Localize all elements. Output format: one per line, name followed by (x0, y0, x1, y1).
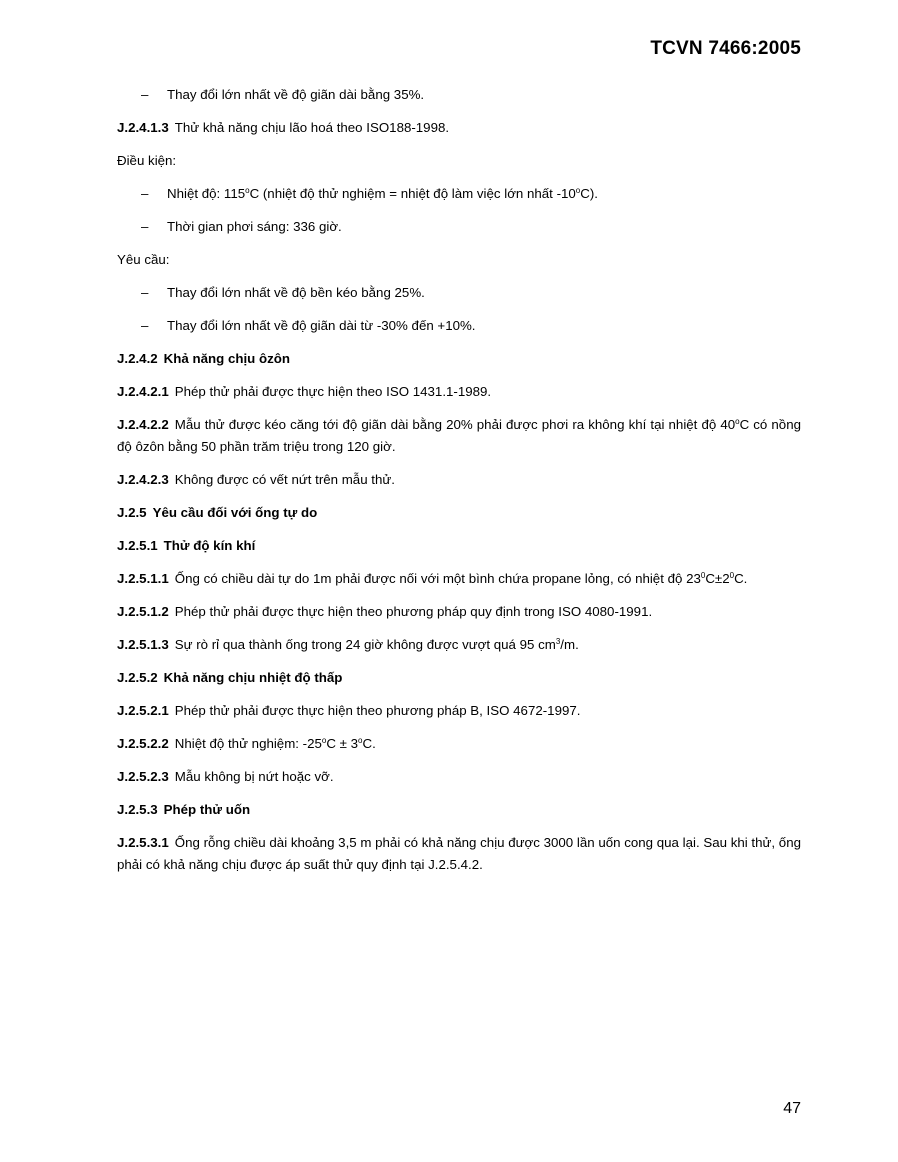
clause-paragraph (117, 601, 801, 623)
list-item (117, 216, 801, 238)
list-item-text: Thay đổi lớn nhất về độ bền kéo bằng 25%. (167, 285, 425, 300)
clause-number: J.2.5.3.1 (117, 835, 169, 850)
clause-number: J.2.5.1 (117, 538, 158, 553)
section-heading (117, 535, 801, 557)
clause-number: J.2.5.2 (117, 670, 158, 685)
clause-number: J.2.5 (117, 505, 147, 520)
clause-paragraph (117, 766, 801, 788)
subsection-label: Điều kiện: (117, 153, 177, 168)
list-item (117, 183, 801, 205)
heading-text: Phép thử uốn (163, 802, 251, 817)
heading-text: Khả năng chịu ôzôn (163, 351, 290, 366)
standard-code-header: TCVN 7466:2005 (650, 38, 801, 59)
clause-number: J.2.5.2.3 (117, 769, 169, 784)
clause-paragraph (117, 469, 801, 491)
heading-text: Yêu cầu đối với ống tự do (152, 505, 318, 520)
list-item-text: Nhiệt độ: 115$^o$C (nhiệt độ thử nghiệm = nhiệt độ làm việc lớn nhất -10$^o$C). (167, 186, 598, 201)
list-item (117, 315, 801, 337)
clause-text: Nhiệt độ thử nghiệm: $-25^oC \pm 3^oC$. (174, 736, 376, 751)
clause-text: Phép thử phải được thực hiện theo phương pháp B, ISO 4672-1997. (174, 703, 581, 718)
clause-paragraph (117, 832, 801, 876)
dash-bullet: – (141, 87, 149, 102)
clause-paragraph (117, 117, 801, 139)
clause-text: Thử khả năng chịu lão hoá theo ISO188-1998. (174, 120, 450, 135)
clause-text: Ống rỗng chiều dài khoảng 3,5 m phải có khả năng chịu được 3000 lần uốn cong qua lại. Sau khi thử, ống phải có khả năng chịu được áp suất thử quy định tại J.2.5.4.2. (117, 835, 801, 872)
clause-paragraph (117, 568, 801, 590)
list-item-text: Thay đổi lớn nhất về độ giãn dài từ -30% đến +10%. (167, 318, 476, 333)
clause-number: J.2.5.1.3 (117, 637, 169, 652)
clause-number: J.2.5.2.1 (117, 703, 169, 718)
clause-paragraph (117, 700, 801, 722)
clause-text: Mẫu thử được kéo căng tới độ giãn dài bằng 20% phải được phơi ra không khí tại nhiệt độ 40$^o$C có nồng độ ôzôn bằng 50 phần trăm triệu trong 120 giờ. (117, 417, 801, 454)
clause-number: J.2.4.1.3 (117, 120, 169, 135)
subsection-label: Yêu cầu: (117, 252, 170, 267)
clause-text: Phép thử phải được thực hiện theo phương pháp quy định trong ISO 4080-1991. (174, 604, 653, 619)
clause-number: J.2.4.2.3 (117, 472, 169, 487)
clause-number: J.2.5.3 (117, 802, 158, 817)
clause-paragraph (117, 733, 801, 755)
dash-bullet: – (141, 186, 149, 201)
document-body (117, 84, 801, 887)
clause-number: J.2.4.2.1 (117, 384, 169, 399)
clause-paragraph (117, 414, 801, 458)
page-number: 47 (783, 1100, 801, 1117)
dash-bullet: – (141, 285, 149, 300)
list-item (117, 84, 801, 106)
heading-text: Thử độ kín khí (163, 538, 256, 553)
clause-text: Mẫu không bị nứt hoặc vỡ. (174, 769, 334, 784)
list-item (117, 282, 801, 304)
clause-text: Phép thử phải được thực hiện theo ISO 1431.1-1989. (174, 384, 492, 399)
clause-text: Ống có chiều dài tự do 1m phải được nối với một bình chứa propane lỏng, có nhiệt độ $23^0C\pm 2^0C$. (174, 571, 748, 586)
dash-bullet: – (141, 318, 149, 333)
section-heading (117, 799, 801, 821)
clause-number: J.2.5.2.2 (117, 736, 169, 751)
clause-number: J.2.4.2.2 (117, 417, 169, 432)
clause-number: J.2.5.1.2 (117, 604, 169, 619)
clause-number: J.2.5.1.1 (117, 571, 169, 586)
dash-bullet: – (141, 219, 149, 234)
list-item-text: Thay đổi lớn nhất về độ giãn dài bằng 35%. (167, 87, 425, 102)
heading-text: Khả năng chịu nhiệt độ thấp (163, 670, 343, 685)
clause-paragraph (117, 381, 801, 403)
clause-text: Sự rò rỉ qua thành ống trong 24 giờ không được vượt quá 95 $cm^3/m$. (174, 637, 579, 652)
clause-number: J.2.4.2 (117, 351, 158, 366)
list-item-text: Thời gian phơi sáng: 336 giờ. (167, 219, 342, 234)
clause-text: Không được có vết nứt trên mẫu thử. (174, 472, 395, 487)
section-heading (117, 667, 801, 689)
clause-paragraph (117, 634, 801, 656)
section-heading (117, 502, 801, 524)
section-heading (117, 348, 801, 370)
